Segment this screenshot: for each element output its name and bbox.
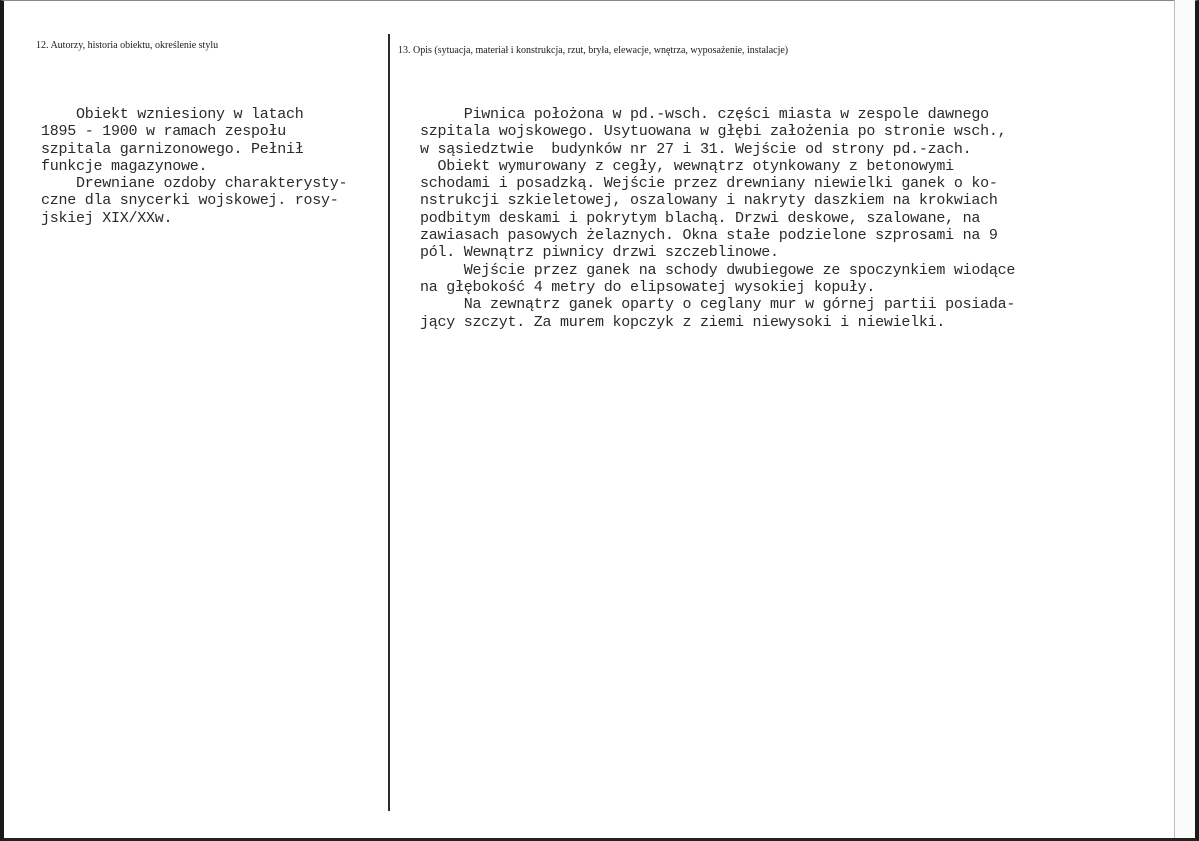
description-line: pól. Wewnątrz piwnicy drzwi szczeblinowe. <box>420 244 779 262</box>
history-line: szpitala garnizonowego. Pełnił <box>41 140 304 158</box>
description-line: zawiasach pasowych żelaznych. Okna stałe podzielone szprosami na 9 <box>420 227 998 245</box>
history-line: funkcje magazynowe. <box>41 157 208 175</box>
description-text <box>420 106 1015 331</box>
history-line: Drewniane ozdoby charakterysty- <box>41 175 348 193</box>
description-line: w sąsiedztwie budynków nr 27 i 31. Wejście od strony pd.-zach. <box>420 140 972 158</box>
history-line: Obiekt wzniesiony w latach <box>41 106 304 123</box>
sheet-edge <box>1174 0 1195 838</box>
description-line: podbitym deskami i pokrytym blachą. Drzwi deskowe, szalowane, na <box>420 209 981 227</box>
description-line: Obiekt wymurowany z cegły, wewnątrz otynkowany z betonowymi <box>420 157 954 175</box>
history-line: czne dla snycerki wojskowej. rosy- <box>41 192 339 210</box>
description-line: szpitala wojskowego. Usytuowana w głębi założenia po stronie wsch., <box>420 123 1007 141</box>
section-13-label: 13. Opis (sytuacja, materiał i konstrukcja, rzut, bryła, elewacje, wnętrza, wyposażenie, instalacje) <box>398 45 789 56</box>
description-line: Piwnica położona w pd.-wsch. części miasta w zespole dawnego <box>420 106 989 123</box>
description-line: Wejście przez ganek na schody dwubiegowe ze spoczynkiem wiodące <box>420 261 1016 279</box>
description-line: na głębokość 4 metry do elipsowatej wysokiej kopuły. <box>420 278 876 296</box>
section-12-label: 12. Autorzy, historia obiektu, określenie stylu <box>36 40 219 51</box>
history-line: 1895 - 1900 w ramach zespołu <box>41 123 287 141</box>
history-text <box>41 106 347 227</box>
column-divider <box>388 34 390 811</box>
description-line: nstrukcji szkieletowej, oszalowany i nakryty daszkiem na krokwiach <box>420 192 998 210</box>
description-line: Na zewnątrz ganek oparty o ceglany mur w górnej partii posiada- <box>420 296 1016 314</box>
description-line: schodami i posadzką. Wejście przez drewniany niewielki ganek o ko- <box>420 175 998 193</box>
history-line: jskiej XIX/XXw. <box>41 209 173 227</box>
description-line: jący szczyt. Za murem kopczyk z ziemi niewysoki i niewielki. <box>420 313 946 331</box>
